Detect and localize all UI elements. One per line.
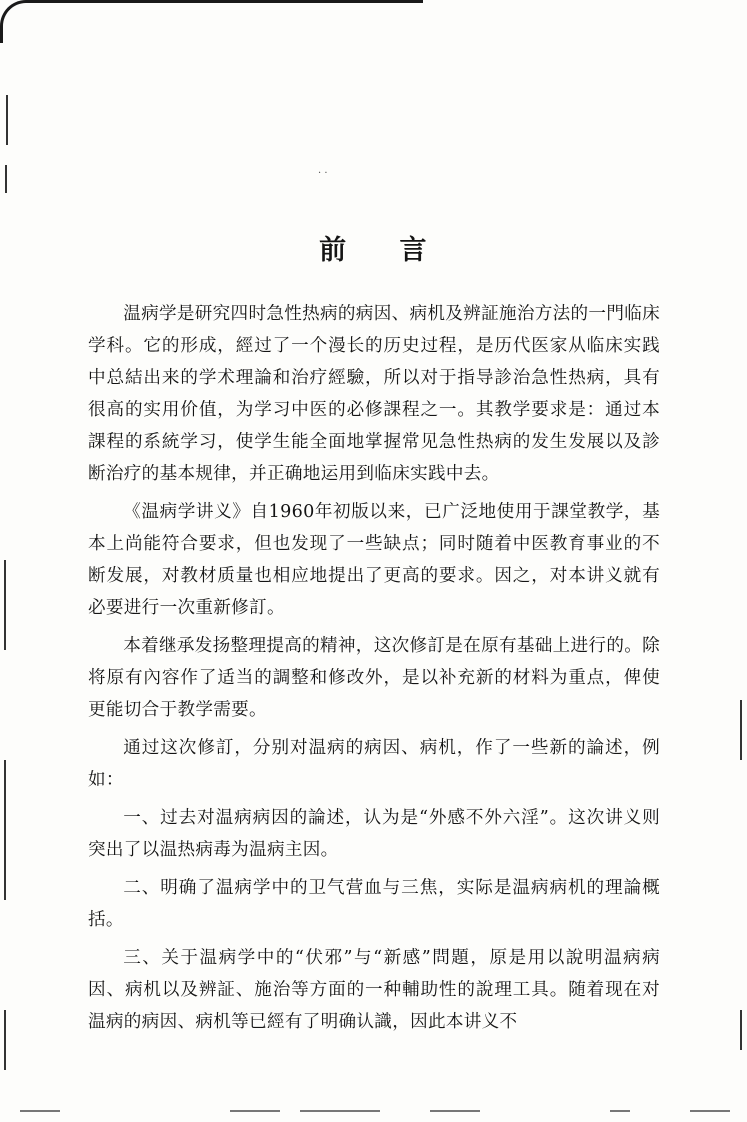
scan-edge-mark — [4, 760, 6, 900]
scan-noise — [610, 1110, 630, 1112]
paragraph: 本着继承发扬整理提高的精神，这次修訂是在原有基础上进行的。除将原有內容作了适当的調整和修改外，是以补充新的材料为重点，俾使更能切合于教学需要。 — [88, 636, 661, 720]
paragraph: 二、明确了温病学中的卫气营血与三焦，实际是温病病机的理論概括。 — [88, 878, 660, 930]
scan-edge-mark — [6, 95, 8, 145]
paragraph: 《温病学讲义》自1960年初版以来，已广泛地使用于課堂教学，基本上尚能符合要求，但也发现了一些缺点；同时随着中医教育事业的不断发展，对教材质量也相应地提出了更高的要求。因之，对本讲义就有必要进行一次重新修訂。 — [88, 502, 660, 618]
scan-border-curve — [0, 0, 423, 43]
title-char: 言 — [399, 235, 428, 266]
paragraph: 通过这次修訂，分别对温病的病因、病机，作了一些新的論述，例如： — [88, 738, 660, 790]
scan-edge-mark — [740, 700, 742, 760]
scan-edge-mark — [4, 560, 6, 650]
scan-noise — [300, 1110, 380, 1112]
scan-specks: · · — [318, 168, 328, 179]
scan-edge-mark — [5, 165, 7, 193]
page-title — [0, 228, 747, 267]
preface-body — [88, 298, 660, 1044]
scan-noise — [690, 1110, 730, 1112]
paragraph: 一、过去对温病病因的論述，认为是“外感不外六淫”。这次讲义则突出了以温热病毒为温病主因。 — [88, 808, 660, 860]
title-char: 前 — [319, 235, 348, 266]
paragraph: 温病学是研究四时急性热病的病因、病机及辨証施治方法的一門临床学科。它的形成，經过了一个漫长的历史过程，是历代医家从临床实践中总結出来的学术理論和治疗經驗，所以对于指导診治急性热病，具有很高的实用价值，为学习中医的必修課程之一。其教学要求是：通过本課程的系統学习，使学生能全面地掌握常见急性热病的发生发展以及診断治疗的基本规律，并正确地运用到临床实践中去。 — [88, 304, 661, 484]
scan-noise — [20, 1110, 60, 1112]
paragraph: 三、关于温病学中的“伏邪”与“新感”問題，原是用以說明温病病因、病机以及辨証、施治等方面的一种輔助性的說理工具。随着现在对温病的病因、病机等已經有了明确认識，因此本讲义不 — [88, 948, 660, 1032]
scan-edge-mark — [740, 1010, 742, 1050]
scan-noise — [230, 1110, 280, 1112]
scan-edge-mark — [4, 1010, 6, 1070]
scan-noise — [430, 1110, 480, 1112]
